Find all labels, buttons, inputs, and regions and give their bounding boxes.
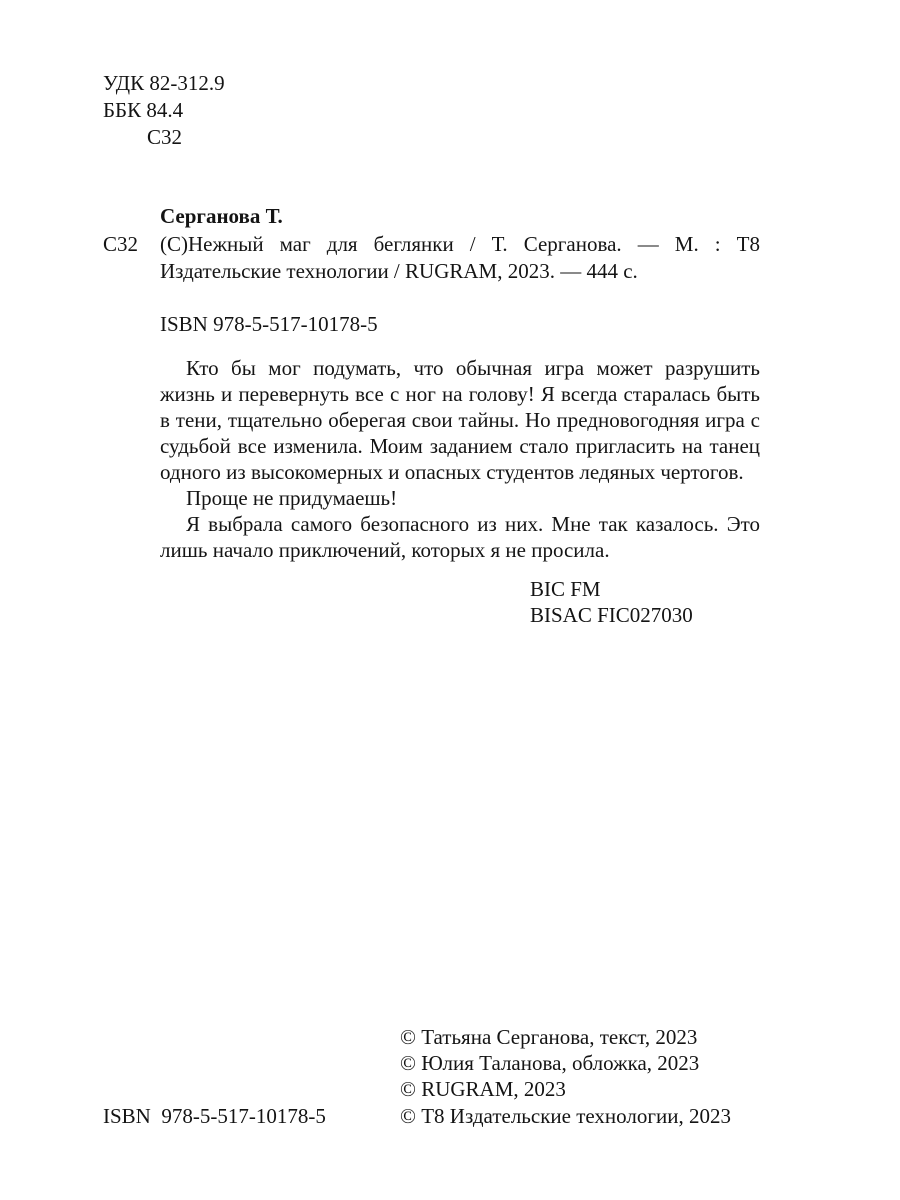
bic-code: BIC FM [530, 577, 601, 601]
bbk-code: ББК 84.4 [103, 98, 184, 122]
record-isbn: ISBN 978-5-517-10178-5 [160, 312, 378, 336]
record-description-line-2: Издательские технологии / RUGRAM, 2023. — 444 с. [160, 259, 638, 283]
annotation-line: лишь начало приключений, которых я не просила. [160, 538, 610, 562]
copyright-line: © Т8 Издательские технологии, 2023 [400, 1104, 731, 1128]
copyright-line: © RUGRAM, 2023 [400, 1077, 566, 1101]
copyright-line: © Татьяна Серганова, текст, 2023 [400, 1025, 698, 1049]
annotation-paragraph-2: Проще не придумаешь! [186, 486, 398, 510]
copyright-line: © Юлия Таланова, обложка, 2023 [400, 1051, 700, 1075]
annotation-line: в тени, тщательно оберегая свои тайны. Но предновогодняя игра с [160, 408, 760, 432]
annotation-line: одного из высокомерных и опасных студентов ледяных чертогов. [160, 460, 744, 484]
annotation-line: Кто бы мог подумать, что обычная игра может разрушить [186, 356, 760, 380]
footer-isbn: ISBN 978-5-517-10178-5 [103, 1104, 326, 1128]
record-description-line-1: (С)Нежный маг для беглянки / Т. Серганова. — М. : Т8 [160, 232, 760, 256]
udk-code: УДК 82-312.9 [103, 71, 225, 95]
bisac-code: BISAC FIC027030 [530, 603, 693, 627]
annotation-line: жизнь и перевернуть все с ног на голову! Я всегда старалась быть [160, 382, 760, 406]
annotation-line: Я выбрала самого безопасного из них. Мне так казалось. Это [186, 512, 760, 536]
record-author-mark: С32 [103, 232, 139, 256]
author-heading: Серганова Т. [160, 204, 283, 228]
author-mark: С32 [147, 125, 183, 149]
annotation-line: судьбой все изменила. Моим заданием стало пригласить на танец [160, 434, 760, 458]
